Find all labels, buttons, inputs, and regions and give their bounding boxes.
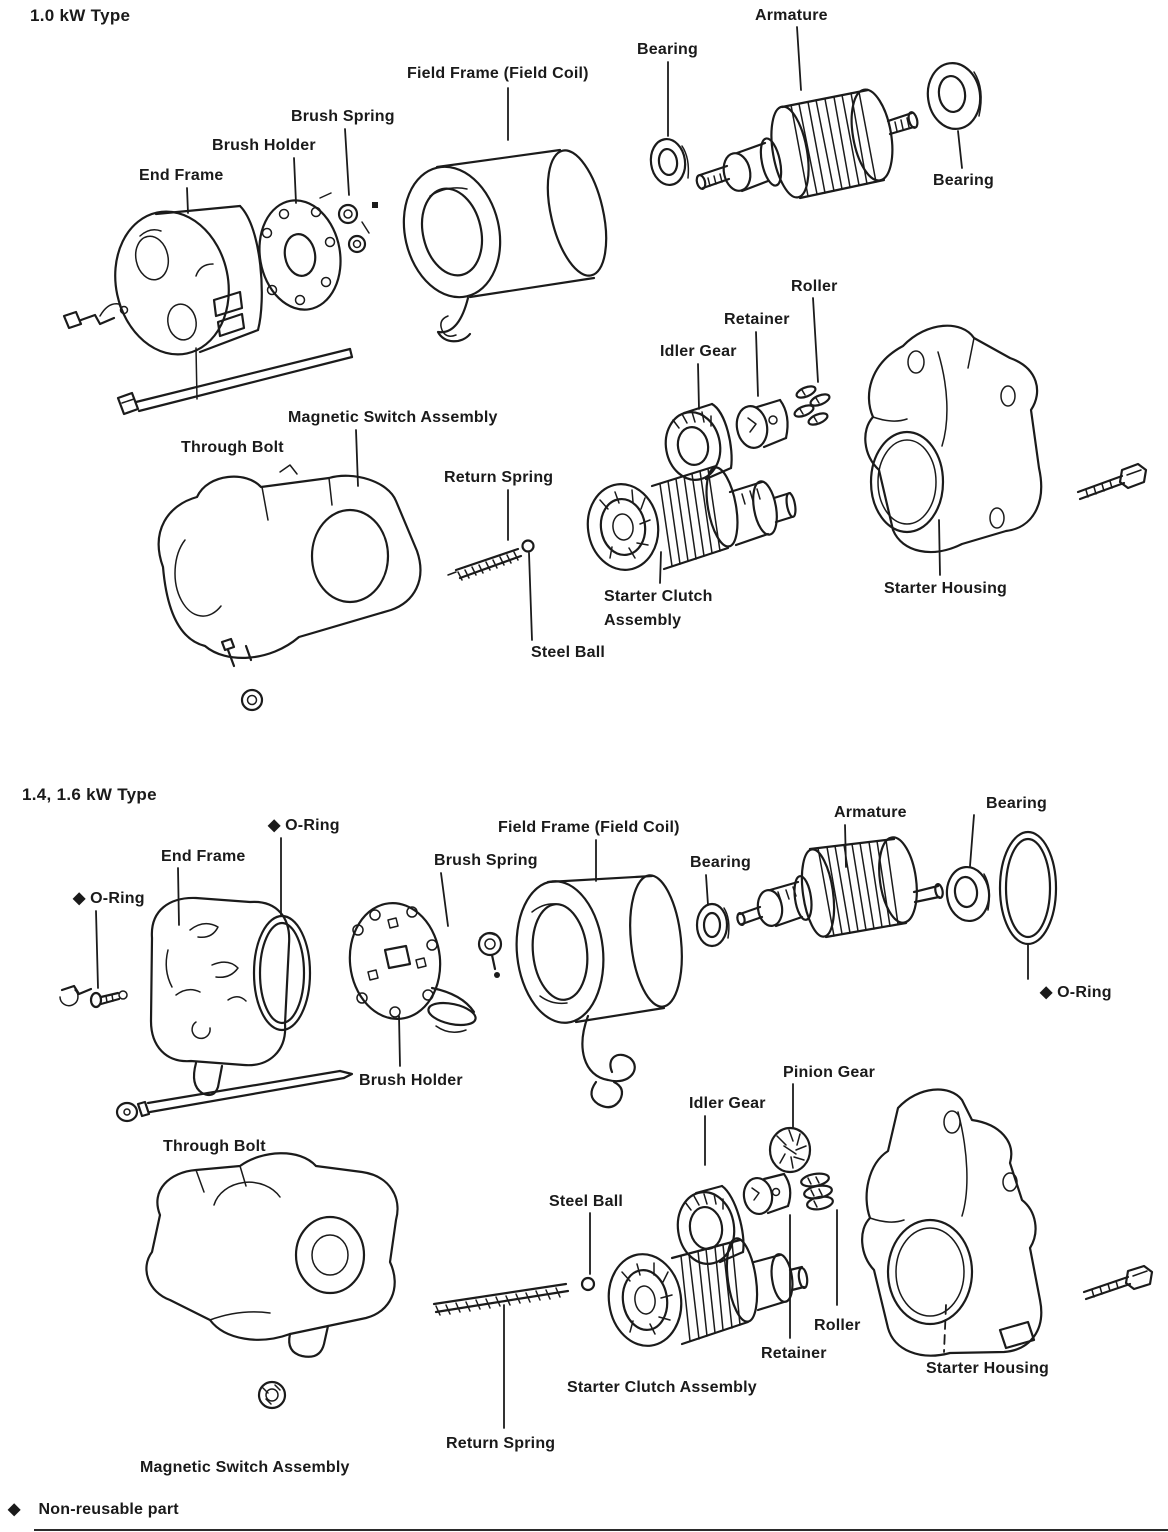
terminal-wire-drawing-1kw [64,304,128,328]
return-spring-drawing-1kw [448,549,521,580]
armature-drawing-1kw [695,86,919,200]
label-starter-clutch-14kw: Starter Clutch Assembly [567,1379,757,1396]
steel-ball-drawing-14kw [582,1278,594,1290]
label-brush-holder-1kw: Brush Holder [212,137,316,154]
label-armature-14kw: Armature [834,804,907,821]
magnetic-switch-drawing-1kw [159,465,421,710]
field-frame-drawing-1kw [391,145,616,341]
label-pinion-gear-14kw: Pinion Gear [783,1064,875,1081]
brush-holder-drawing-14kw [344,899,477,1033]
label-steel-ball-14kw: Steel Ball [549,1193,624,1210]
terminal-wire-drawing-14kw [60,986,127,1007]
label-roller-1kw: Roller [791,278,838,295]
label-bearing-front-14kw: Bearing [690,854,751,871]
label-magnetic-switch-1kw: Magnetic Switch Assembly [288,409,498,426]
return-spring-drawing-14kw [434,1284,568,1315]
label-o-ring-top-14kw: ◆ O-Ring [268,817,340,834]
label-brush-spring-14kw: Brush Spring [434,852,538,869]
footnote [8,1500,179,1520]
label-starter-housing-14kw: Starter Housing [926,1360,1050,1377]
label-field-frame-14kw: Field Frame (Field Coil) [498,819,680,836]
steel-ball-drawing-1kw [523,541,534,552]
label-through-bolt-1kw: Through Bolt [181,439,284,456]
section-title-14-16kw: 1.4, 1.6 kW Type [22,785,157,804]
roller-drawing-1kw [793,384,831,427]
label-brush-spring-1kw: Brush Spring [291,108,395,125]
brush-holder-drawing-1kw [251,193,349,316]
label-return-spring-14kw: Return Spring [446,1435,556,1452]
brush-spring-drawing-1kw [339,202,378,252]
starter-clutch-drawing-1kw [582,465,797,574]
label-bearing-rear-1kw: Bearing [933,172,994,189]
label-starter-housing-1kw: Starter Housing [884,580,1008,597]
bearing-rear-drawing-1kw [924,60,985,133]
housing-bolt-drawing-1kw [1078,464,1146,499]
footnote-text: Non-reusable part [38,1501,179,1518]
label-idler-gear-14kw: Idler Gear [689,1095,766,1112]
bearing-front-drawing-14kw [697,904,729,946]
label-roller-14kw: Roller [814,1317,861,1334]
field-frame-drawing-14kw [510,873,688,1107]
bearing-rear-drawing-14kw [944,865,991,923]
end-frame-drawing-14kw [151,898,289,1095]
label-through-bolt-14kw: Through Bolt [163,1138,266,1155]
section-title-1kw: 1.0 kW Type [30,6,131,25]
label-bearing-rear-14kw: Bearing [986,795,1047,812]
bearing-front-drawing-1kw [648,137,688,187]
roller-stack-drawing-14kw [800,1172,834,1212]
label-idler-gear-1kw: Idler Gear [660,343,737,360]
label-steel-ball-1kw: Steel Ball [531,644,606,661]
label-starter-clutch-1kw: Starter Clutch Assembly [604,588,713,629]
label-brush-holder-14kw: Brush Holder [359,1072,463,1089]
magnetic-switch-drawing-14kw [146,1153,397,1408]
through-bolt-drawing-1kw [118,348,352,414]
starter-clutch-drawing-14kw [603,1236,808,1350]
retainer-drawing-14kw [742,1174,791,1216]
housing-bolt-drawing-14kw [1084,1266,1152,1299]
scan-edge-artifact [34,1529,1168,1531]
label-magnetic-switch-14kw: Magnetic Switch Assembly [140,1459,350,1476]
label-armature-1kw: Armature [755,7,828,24]
starter-housing-drawing-1kw [865,326,1041,552]
retainer-drawing-1kw [734,400,788,450]
end-frame-drawing-1kw [102,201,262,365]
label-o-ring-right-14kw: ◆ O-Ring [1040,984,1112,1001]
starter-housing-drawing-14kw [862,1090,1041,1356]
through-bolt-drawing-14kw [117,1071,352,1121]
o-ring-top-drawing-14kw [254,916,310,1030]
label-end-frame-1kw: End Frame [139,167,224,184]
label-bearing-front-1kw: Bearing [637,41,698,58]
label-o-ring-left-14kw: ◆ O-Ring [73,890,145,907]
label-return-spring-1kw: Return Spring [444,469,554,486]
non-reusable-diamond-icon: ◆ [8,1501,21,1518]
label-field-frame-1kw: Field Frame (Field Coil) [407,65,589,82]
label-retainer-1kw: Retainer [724,311,790,328]
label-retainer-14kw: Retainer [761,1345,827,1362]
o-ring-right-drawing-14kw [1000,832,1056,944]
brush-spring-drawing-14kw [479,933,501,978]
armature-drawing-14kw [736,835,944,939]
pinion-gear-drawing-14kw [770,1128,810,1172]
label-end-frame-14kw: End Frame [161,848,246,865]
